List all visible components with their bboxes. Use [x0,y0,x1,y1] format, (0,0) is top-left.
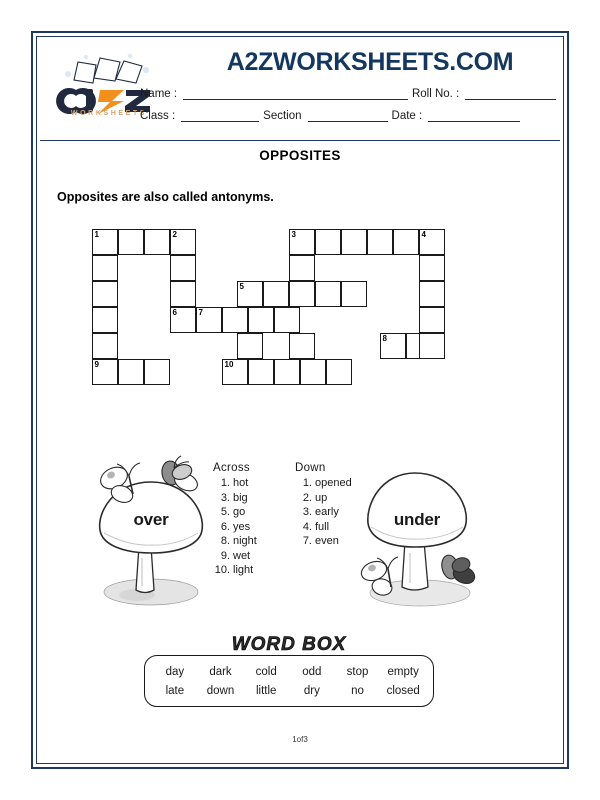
crossword-cell[interactable] [341,229,367,255]
clue-item-across [213,476,279,491]
page-title: OPPOSITES [259,148,341,163]
word-box-word: down [206,684,235,697]
crossword-cell[interactable] [222,359,248,385]
crossword-cell[interactable] [341,281,367,307]
clue-number: 1. [220,477,230,489]
crossword-cell[interactable] [274,307,300,333]
crossword-cell[interactable] [419,229,445,255]
page-footer: 1of3 [292,735,308,744]
clue-number: 9. [220,549,230,562]
name-input[interactable] [183,88,408,100]
crossword-cell-number: 4 [421,230,426,239]
crossword-cell[interactable] [289,229,315,255]
mushroom-under-graphic [358,455,476,615]
mushroom-illustration-over [92,450,210,610]
class-label: Class : [140,110,176,122]
class-input[interactable] [181,110,259,122]
crossword-cell-number: 5 [239,282,244,291]
crossword-cell[interactable] [237,333,263,359]
clue-word: yes [233,520,251,533]
clue-number: 3. [302,506,312,518]
crossword-cell[interactable] [289,333,315,359]
clue-number: 4. [302,520,312,533]
clue-word: light [233,564,254,576]
brand-title: A2ZWORKSHEETS.COM [226,48,514,76]
crossword-cell-number: 8 [382,334,387,343]
word-box-row-2 [152,681,426,700]
date-label: Date : [391,110,423,122]
clue-item-across [213,534,279,549]
crossword-cell[interactable] [144,229,170,255]
clue-word: even [315,535,339,547]
down-heading: Down [295,462,326,474]
word-box-word: dry [303,684,320,697]
crossword-cell[interactable] [419,307,445,333]
word-box-word: day [165,665,185,678]
word-box-word: closed [386,684,420,697]
clue-number: 8. [220,535,230,547]
crossword-cell[interactable] [92,333,118,359]
word-box-word: no [351,684,364,697]
clue-word: up [315,491,328,504]
crossword-cell-number: 10 [224,360,234,369]
crossword-cell[interactable] [315,229,341,255]
crossword-cell[interactable] [118,229,144,255]
word-box-row-1 [152,662,426,681]
roll-no-label: Roll No. : [411,88,460,100]
clue-item-across [213,520,279,535]
crossword-cell[interactable] [326,359,352,385]
down-clues [295,462,361,578]
name-label: Name : [140,88,178,100]
crossword-cell[interactable] [248,307,274,333]
crossword-cell[interactable] [92,281,118,307]
word-box [144,634,434,707]
clue-word: early [315,506,339,518]
clue-number: 10. [214,564,230,576]
clue-number: 1. [302,477,312,489]
clue-word: hot [233,477,249,489]
date-input[interactable] [428,110,520,122]
crossword-cell-number: 1 [94,230,99,239]
clue-word: night [233,535,257,547]
word-box-word: cold [255,665,277,678]
roll-no-input[interactable] [465,88,556,100]
crossword-cell[interactable] [92,229,118,255]
clue-item-down [295,476,361,491]
clue-number: 2. [302,491,312,504]
crossword-cell[interactable] [419,255,445,281]
across-heading: Across [213,462,250,474]
clue-item-across [213,563,279,578]
word-box-title-text: WORD BOX [227,634,352,655]
across-clues [213,462,279,578]
crossword-cell[interactable] [170,255,196,281]
crossword-cell[interactable] [380,333,406,359]
clue-item-down [295,505,361,520]
crossword-cell[interactable] [92,255,118,281]
clue-word: full [315,520,330,533]
crossword-cell[interactable] [274,359,300,385]
crossword-cell[interactable] [263,281,289,307]
form-row-class [140,110,560,122]
crossword-cell-number: 6 [172,308,177,317]
crossword-cell[interactable] [248,359,274,385]
clues-section [213,462,363,578]
clue-word: wet [233,549,251,562]
crossword-cell[interactable] [419,281,445,307]
worksheet-subtitle: Opposites are also called antonyms. [57,190,274,204]
crossword-cell[interactable] [118,359,144,385]
word-box-word: dark [209,665,232,678]
crossword-cell[interactable] [92,359,118,385]
section-label: Section [263,110,302,122]
clue-number: 3. [220,491,230,504]
crossword-cell[interactable] [300,359,326,385]
clue-item-down [295,520,361,535]
mushroom-illustration-under [358,455,476,615]
clue-word: opened [315,477,352,489]
mushroom-under-label: under [393,510,441,529]
mushroom-over-graphic [92,450,210,610]
word-box-rows [152,662,426,700]
word-box-word: stop [346,665,369,678]
crossword-cell[interactable] [393,229,419,255]
clue-number: 6. [220,520,230,533]
logo-tagline: WORKSHEETS [70,110,148,117]
word-box-word: empty [387,665,419,678]
crossword-cell[interactable] [419,333,445,359]
clue-item-across [213,491,279,506]
clue-item-across [213,549,279,564]
crossword-cell[interactable] [170,307,196,333]
clue-word: go [233,506,246,518]
word-box-word: odd [302,665,322,678]
clue-number: 7. [302,535,312,547]
crossword-cell[interactable] [289,281,315,307]
word-box-word: late [165,684,185,697]
crossword-cell[interactable] [222,307,248,333]
crossword-cell[interactable] [237,281,263,307]
crossword-cell-number: 9 [94,360,99,369]
clue-item-down [295,491,361,506]
crossword-cell-number: 7 [198,308,203,317]
word-box-word: little [255,684,277,697]
crossword-cell[interactable] [170,281,196,307]
mushroom-over-label: over [133,510,169,529]
crossword-cell[interactable] [196,307,222,333]
clue-item-down [295,534,361,549]
crossword-grid[interactable] [92,229,482,419]
crossword-cell[interactable] [315,281,341,307]
worksheet-header [40,40,560,141]
crossword-cell[interactable] [144,359,170,385]
form-row-name [140,88,560,100]
clue-word: big [233,491,248,504]
crossword-cell[interactable] [367,229,393,255]
crossword-cell[interactable] [289,255,315,281]
crossword-cell[interactable] [170,229,196,255]
clue-item-across [213,505,279,520]
crossword-cell[interactable] [92,307,118,333]
section-input[interactable] [308,110,388,122]
word-box-title [144,634,434,656]
clue-number: 5. [220,506,230,518]
student-info-form [140,86,560,138]
crossword-cell-number: 3 [291,230,296,239]
crossword-cell-number: 2 [172,230,177,239]
